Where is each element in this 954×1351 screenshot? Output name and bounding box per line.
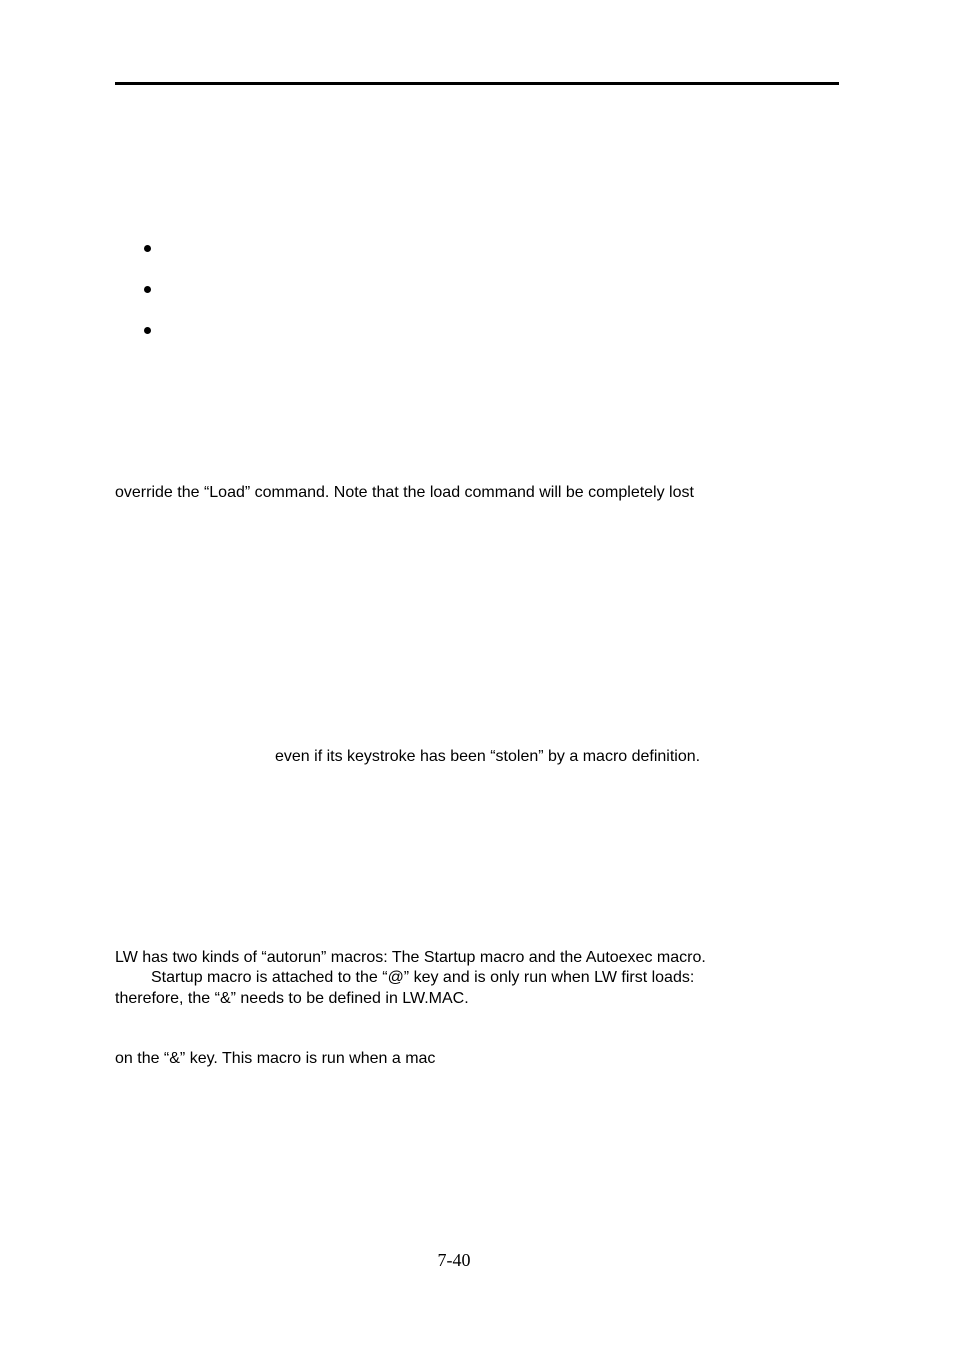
- text-line-autorun-kinds: LW has two kinds of “autorun” macros: The Startup macro and the Autoexec macro.: [115, 949, 706, 966]
- page-number: 7-40: [437, 1250, 471, 1270]
- text-line-keystroke-stolen: even if its keystroke has been “stolen” by a macro definition.: [275, 748, 701, 765]
- text-line-startup-macro: Startup macro is attached to the “@” key and is only run when LW first loads:: [151, 969, 695, 986]
- text-line-ampersand-key: on the “&” key. This macro is run when a mac: [115, 1050, 436, 1067]
- bullet-point-1: [144, 245, 151, 252]
- header-rule: [115, 82, 839, 85]
- text-line-lw-mac: therefore, the “&” needs to be defined in LW.MAC.: [115, 990, 469, 1007]
- bullet-point-2: [144, 286, 151, 293]
- text-line-load-override: override the “Load” command. Note that the load command will be completely lost: [115, 484, 694, 501]
- bullet-point-3: [144, 327, 151, 334]
